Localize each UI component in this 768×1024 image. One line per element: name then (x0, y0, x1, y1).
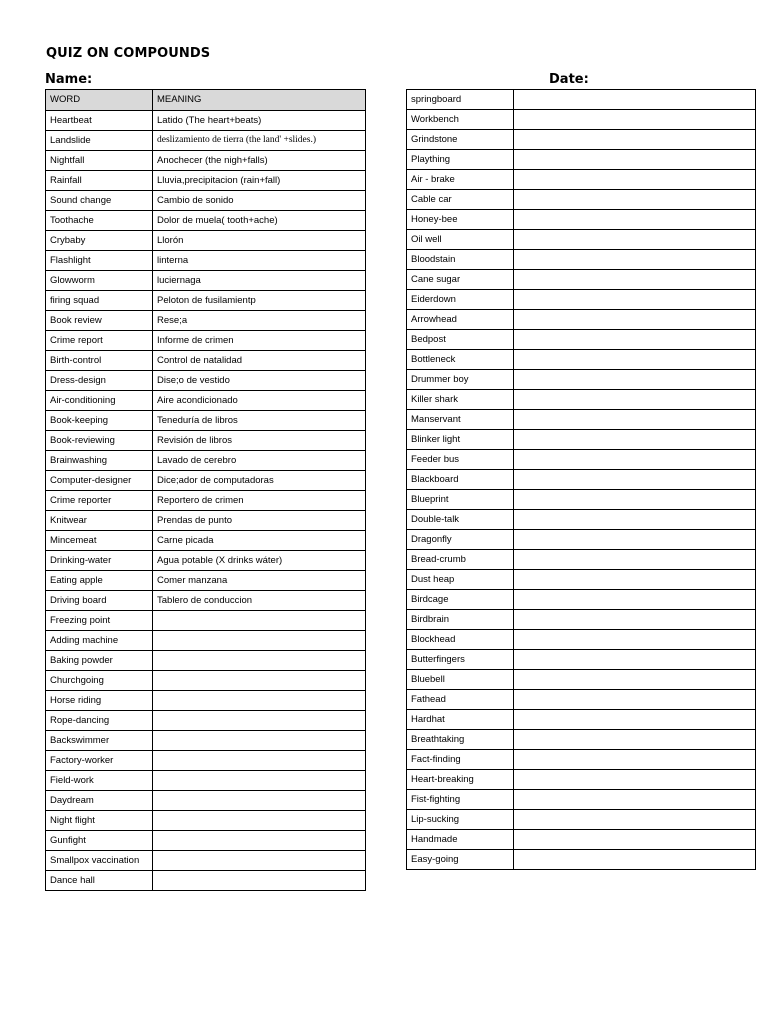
table-row (46, 171, 366, 191)
meaning-column-header: MEANING (153, 90, 366, 111)
word-cell: Arrowhead (407, 310, 514, 330)
table-row (407, 410, 756, 430)
word-cell: Crime report (46, 331, 153, 351)
word-cell: Double-talk (407, 510, 514, 530)
word-cell: Gunfight (46, 831, 153, 851)
word-cell: Birth-control (46, 351, 153, 371)
word-cell: Bloodstain (407, 250, 514, 270)
meaning-cell[interactable] (514, 350, 756, 370)
table-row (46, 711, 366, 731)
table-row (46, 771, 366, 791)
meaning-cell[interactable]: Llorón (153, 231, 366, 251)
meaning-cell[interactable] (153, 711, 366, 731)
table-row (46, 351, 366, 371)
word-cell: Drinking-water (46, 551, 153, 571)
table-row (46, 851, 366, 871)
word-cell: Dress-design (46, 371, 153, 391)
table-row (407, 750, 756, 770)
word-cell: Knitwear (46, 511, 153, 531)
meaning-cell[interactable]: Rese;a (153, 311, 366, 331)
meaning-cell[interactable] (514, 530, 756, 550)
word-cell: firing squad (46, 291, 153, 311)
word-cell: Dragonfly (407, 530, 514, 550)
table-row (407, 110, 756, 130)
table-row (46, 291, 366, 311)
word-cell: Grindstone (407, 130, 514, 150)
meaning-cell[interactable] (153, 831, 366, 851)
word-cell: Heart-breaking (407, 770, 514, 790)
table-row (46, 611, 366, 631)
table-row (407, 150, 756, 170)
word-cell: Computer-designer (46, 471, 153, 491)
table-row (46, 691, 366, 711)
meaning-cell[interactable] (514, 330, 756, 350)
meaning-cell[interactable] (514, 490, 756, 510)
meaning-cell[interactable] (153, 771, 366, 791)
table-row (407, 370, 756, 390)
meaning-cell[interactable] (514, 830, 756, 850)
table-row (46, 751, 366, 771)
meaning-cell[interactable] (514, 90, 756, 110)
table-row (407, 470, 756, 490)
table-row (407, 730, 756, 750)
meaning-cell[interactable]: Peloton de fusilamientp (153, 291, 366, 311)
word-cell: Fact-finding (407, 750, 514, 770)
word-cell: springboard (407, 90, 514, 110)
word-cell: Butterfingers (407, 650, 514, 670)
table-row (407, 230, 756, 250)
word-cell: Blockhead (407, 630, 514, 650)
table-row (46, 671, 366, 691)
meaning-cell[interactable] (153, 791, 366, 811)
word-cell: Bedpost (407, 330, 514, 350)
meaning-cell[interactable]: Lluvia,precipitacion (rain+fall) (153, 171, 366, 191)
word-cell: Lip-sucking (407, 810, 514, 830)
word-cell: Landslide (46, 131, 153, 151)
meaning-cell[interactable] (514, 670, 756, 690)
word-cell: Oil well (407, 230, 514, 250)
word-cell: Feeder bus (407, 450, 514, 470)
word-cell: Bottleneck (407, 350, 514, 370)
table-row (46, 151, 366, 171)
word-cell: Fist-fighting (407, 790, 514, 810)
word-cell: Birdcage (407, 590, 514, 610)
meaning-cell[interactable] (153, 691, 366, 711)
word-cell: Air - brake (407, 170, 514, 190)
word-cell: Book review (46, 311, 153, 331)
word-cell: Heartbeat (46, 111, 153, 131)
word-cell: Crime reporter (46, 491, 153, 511)
word-cell: Blueprint (407, 490, 514, 510)
table-row (46, 511, 366, 531)
table-row (46, 331, 366, 351)
table-row (46, 251, 366, 271)
table-row (46, 491, 366, 511)
meaning-cell[interactable] (514, 510, 756, 530)
table-row (46, 791, 366, 811)
word-cell: Blackboard (407, 470, 514, 490)
word-cell: Freezing point (46, 611, 153, 631)
table-row (407, 590, 756, 610)
meaning-cell[interactable]: Control de natalidad (153, 351, 366, 371)
word-cell: Cane sugar (407, 270, 514, 290)
table-row (407, 250, 756, 270)
word-cell: Manservant (407, 410, 514, 430)
meaning-cell[interactable] (153, 851, 366, 871)
table-row (407, 210, 756, 230)
word-cell: Field-work (46, 771, 153, 791)
word-cell: Plaything (407, 150, 514, 170)
table-row (46, 651, 366, 671)
table-row (407, 430, 756, 450)
word-cell: Factory-worker (46, 751, 153, 771)
word-cell: Bluebell (407, 670, 514, 690)
meaning-cell[interactable] (153, 671, 366, 691)
table-row (407, 770, 756, 790)
meaning-cell[interactable] (514, 390, 756, 410)
date-label: Date: (549, 72, 589, 87)
meaning-cell[interactable] (514, 690, 756, 710)
table-row (46, 551, 366, 571)
table-row (46, 631, 366, 651)
meaning-cell[interactable]: Latido (The heart+beats) (153, 111, 366, 131)
table-row (407, 850, 756, 870)
table-row (407, 690, 756, 710)
word-cell: Backswimmer (46, 731, 153, 751)
table-row (407, 830, 756, 850)
meaning-cell[interactable]: Dolor de muela( tooth+ache) (153, 211, 366, 231)
meaning-cell[interactable] (514, 370, 756, 390)
word-meaning-table (45, 89, 366, 891)
meaning-cell[interactable]: linterna (153, 251, 366, 271)
word-cell: Hardhat (407, 710, 514, 730)
meaning-cell[interactable] (514, 130, 756, 150)
meaning-cell[interactable] (514, 190, 756, 210)
word-cell: Mincemeat (46, 531, 153, 551)
meaning-cell[interactable]: Agua potable (X drinks wáter) (153, 551, 366, 571)
table-row (407, 130, 756, 150)
word-cell: Bread-crumb (407, 550, 514, 570)
word-cell: Night flight (46, 811, 153, 831)
word-cell: Fathead (407, 690, 514, 710)
meaning-cell[interactable] (514, 610, 756, 630)
table-header-row (46, 90, 366, 111)
word-cell: Eiderdown (407, 290, 514, 310)
table-row (407, 670, 756, 690)
meaning-cell[interactable] (514, 730, 756, 750)
table-row (407, 630, 756, 650)
table-row (46, 731, 366, 751)
table-row (407, 810, 756, 830)
meaning-cell[interactable]: Comer manzana (153, 571, 366, 591)
meaning-cell[interactable] (514, 150, 756, 170)
word-cell: Toothache (46, 211, 153, 231)
meaning-cell[interactable] (514, 110, 756, 130)
meaning-cell[interactable] (514, 590, 756, 610)
word-cell: Book-reviewing (46, 431, 153, 451)
meaning-cell[interactable] (153, 611, 366, 631)
meaning-cell[interactable] (514, 550, 756, 570)
word-cell: Glowworm (46, 271, 153, 291)
table-row (46, 431, 366, 451)
table-row (46, 591, 366, 611)
table-row (407, 310, 756, 330)
meaning-cell[interactable] (514, 250, 756, 270)
meaning-cell[interactable] (514, 570, 756, 590)
meaning-cell[interactable] (514, 790, 756, 810)
table-row (46, 191, 366, 211)
table-row (407, 190, 756, 210)
meaning-cell[interactable] (514, 170, 756, 190)
meaning-cell[interactable] (153, 651, 366, 671)
word-cell: Brainwashing (46, 451, 153, 471)
word-cell: Easy-going (407, 850, 514, 870)
table-row (407, 650, 756, 670)
meaning-cell[interactable] (514, 630, 756, 650)
meaning-cell[interactable]: Dise;o de vestido (153, 371, 366, 391)
meaning-cell[interactable]: Aire acondicionado (153, 391, 366, 411)
table-row (407, 530, 756, 550)
word-cell: Book-keeping (46, 411, 153, 431)
meaning-cell[interactable] (514, 410, 756, 430)
word-cell: Churchgoing (46, 671, 153, 691)
table-row (46, 271, 366, 291)
word-cell: Crybaby (46, 231, 153, 251)
meaning-cell[interactable] (514, 270, 756, 290)
table-row (407, 270, 756, 290)
word-cell: Workbench (407, 110, 514, 130)
word-cell: Rope-dancing (46, 711, 153, 731)
table-row (46, 451, 366, 471)
word-cell: Sound change (46, 191, 153, 211)
meaning-cell[interactable] (153, 751, 366, 771)
meaning-cell[interactable] (153, 631, 366, 651)
word-cell: Baking powder (46, 651, 153, 671)
meaning-cell[interactable] (514, 650, 756, 670)
word-cell: Blinker light (407, 430, 514, 450)
table-row (407, 90, 756, 110)
page-title: QUIZ ON COMPOUNDS (46, 46, 211, 61)
meaning-cell[interactable] (514, 810, 756, 830)
table-row (407, 350, 756, 370)
meaning-cell[interactable] (514, 770, 756, 790)
table-row (407, 510, 756, 530)
meaning-cell[interactable] (153, 871, 366, 891)
word-cell: Cable car (407, 190, 514, 210)
table-row (407, 290, 756, 310)
table-row (407, 170, 756, 190)
meaning-cell[interactable] (153, 731, 366, 751)
word-cell: Nightfall (46, 151, 153, 171)
word-column-header: WORD (46, 90, 153, 111)
meaning-cell[interactable] (514, 710, 756, 730)
word-meaning-table-continued (406, 89, 756, 870)
table-row (407, 450, 756, 470)
table-row (46, 211, 366, 231)
meaning-cell[interactable] (514, 450, 756, 470)
table-row (46, 531, 366, 551)
table-row (46, 811, 366, 831)
meaning-cell[interactable] (514, 310, 756, 330)
meaning-cell[interactable] (514, 850, 756, 870)
name-label: Name: (45, 72, 93, 87)
meaning-cell[interactable] (514, 750, 756, 770)
meaning-cell[interactable]: deslizamiento de tierra (the land' +slides.) (153, 131, 366, 151)
meaning-cell[interactable] (514, 210, 756, 230)
table-row (46, 111, 366, 131)
table-row (407, 610, 756, 630)
meaning-cell[interactable]: Carne picada (153, 531, 366, 551)
table-row (407, 570, 756, 590)
meaning-cell[interactable]: Cambio de sonido (153, 191, 366, 211)
word-cell: Smallpox vaccination (46, 851, 153, 871)
word-cell: Horse riding (46, 691, 153, 711)
table-row (46, 571, 366, 591)
word-cell: Eating apple (46, 571, 153, 591)
table-row (46, 131, 366, 151)
table-row (407, 710, 756, 730)
meaning-cell[interactable]: Dice;ador de computadoras (153, 471, 366, 491)
word-cell: Dance hall (46, 871, 153, 891)
word-cell: Flashlight (46, 251, 153, 271)
word-cell: Dust heap (407, 570, 514, 590)
table-row (46, 411, 366, 431)
meaning-cell[interactable]: Anochecer (the nigh+falls) (153, 151, 366, 171)
table-row (46, 831, 366, 851)
table-row (46, 231, 366, 251)
table-row (46, 471, 366, 491)
table-row (407, 330, 756, 350)
meaning-cell[interactable]: luciernaga (153, 271, 366, 291)
meaning-cell[interactable]: Reportero de crimen (153, 491, 366, 511)
word-cell: Driving board (46, 591, 153, 611)
meaning-cell[interactable]: Informe de crimen (153, 331, 366, 351)
word-cell: Adding machine (46, 631, 153, 651)
meaning-cell[interactable] (514, 470, 756, 490)
table-row (407, 390, 756, 410)
table-row (46, 311, 366, 331)
table-row (46, 391, 366, 411)
word-cell: Birdbrain (407, 610, 514, 630)
meaning-cell[interactable] (514, 290, 756, 310)
word-cell: Rainfall (46, 171, 153, 191)
word-cell: Breathtaking (407, 730, 514, 750)
word-cell: Handmade (407, 830, 514, 850)
table-row (407, 550, 756, 570)
meaning-cell[interactable]: Tablero de conduccion (153, 591, 366, 611)
meaning-cell[interactable] (514, 430, 756, 450)
table-row (407, 490, 756, 510)
table-row (407, 790, 756, 810)
word-cell: Honey-bee (407, 210, 514, 230)
meaning-cell[interactable] (514, 230, 756, 250)
word-cell: Drummer boy (407, 370, 514, 390)
table-row (46, 871, 366, 891)
word-cell: Daydream (46, 791, 153, 811)
word-cell: Air-conditioning (46, 391, 153, 411)
meaning-cell[interactable]: Teneduría de libros (153, 411, 366, 431)
meaning-cell[interactable]: Prendas de punto (153, 511, 366, 531)
word-cell: Killer shark (407, 390, 514, 410)
meaning-cell[interactable]: Revisión de libros (153, 431, 366, 451)
meaning-cell[interactable]: Lavado de cerebro (153, 451, 366, 471)
meaning-cell[interactable] (153, 811, 366, 831)
table-row (46, 371, 366, 391)
